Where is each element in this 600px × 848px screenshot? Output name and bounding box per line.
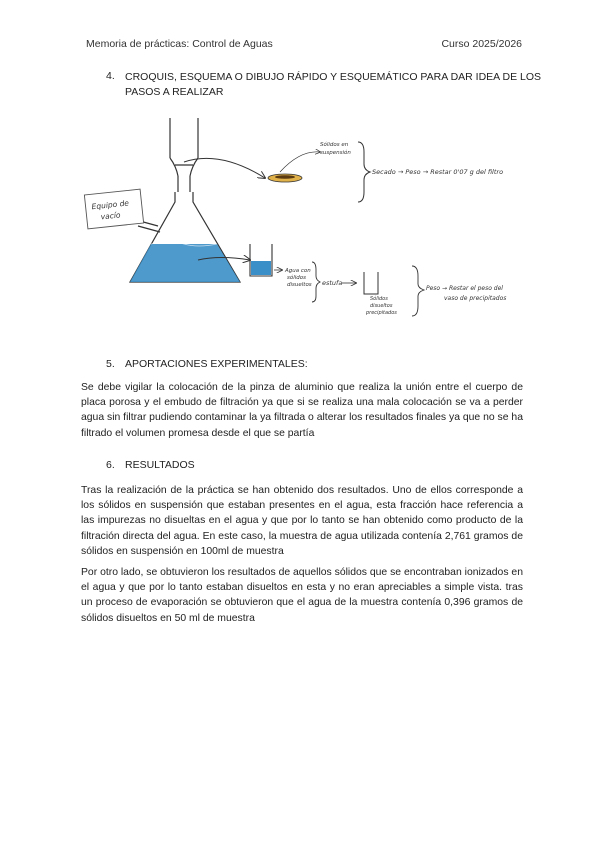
filter-paper xyxy=(268,152,320,182)
suspended-solids-label-2: suspensión xyxy=(320,150,351,156)
results-paragraph-2: Por otro lado, se obtuvieron los resultados de aquellos sólidos que se encontraban ionizados en el agua y que por lo tanto estaban disueltos en esta y no eran apreciables a simple vista. tras un proceso de evaporación se obtuvieron que el agua de la muestra contenía 0,396 gramos de sólidos disueltos en 50 ml de muestra xyxy=(81,567,523,624)
top-procedure-note: Secado → Peso → Restar 0'07 g del filtro xyxy=(372,168,504,176)
section-4-number: 4. xyxy=(106,70,115,82)
dissolved-solids-label-1: Sólidos xyxy=(370,296,388,302)
brace-bottom xyxy=(412,266,424,316)
dissolved-solids-label-3: precipitados xyxy=(366,310,397,316)
brace-top xyxy=(358,142,370,202)
section-5-title: APORTACIONES EXPERIMENTALES: xyxy=(125,358,308,370)
bottom-note-2: vaso de precipitados xyxy=(444,295,507,302)
filtration-funnel xyxy=(170,118,198,192)
section-6-number: 6. xyxy=(106,459,115,471)
dissolved-solids-label-2: disueltos xyxy=(370,303,393,309)
header-title: Memoria de prácticas: Control de Aguas xyxy=(86,38,273,50)
vacuum-label-line2: vacío xyxy=(100,210,121,222)
stove-label: estufa xyxy=(322,279,343,287)
water-label-2: sólidos xyxy=(287,275,307,281)
section-6-title: RESULTADOS xyxy=(125,459,195,471)
vacuum-label-line1: Equipo de xyxy=(91,198,130,212)
water-label-1: Agua con xyxy=(285,268,311,274)
results-paragraph-1: Tras la realización de la práctica se han obtenido dos resultados. Uno de ellos corresponde a los sólidos en suspensión que estaban presentes en el agua, esta fracción hace referencia a las impurezas no disueltas en el agua y que por lo tanto se han obtenido como producto de la filtración directa del agua. En este caso, la muestra de agua utilizada contenía 2,761 gramos de sólidos en suspensión en 100ml de muestra xyxy=(81,485,523,557)
erlenmeyer-flask xyxy=(130,192,240,282)
suspended-solids-label-1: Sólidos en xyxy=(320,142,349,148)
section-4-title: CROQUIS, ESQUEMA O DIBUJO RÁPIDO Y ESQUEMÁTICO PARA DAR IDEA DE LOS PASOS A REALIZAR xyxy=(125,71,542,98)
brace-middle xyxy=(312,262,320,302)
experimental-notes-paragraph: Se debe vigilar la colocación de la pinza de aluminio que realiza la unión entre el cuerpo de placa porosa y el embudo de filtración ya que si se realiza una mala colocación se va a perder agua sin filtrar pudiendo contaminar la ya filtrada o alterar los resultados finales ya que no se ha filtrado el volumen promesa desde el que se partía xyxy=(81,382,523,439)
vacuum-equipment-box xyxy=(84,189,143,229)
procedure-sketch xyxy=(80,110,520,340)
evaporated-beaker xyxy=(364,272,378,294)
beaker xyxy=(250,244,272,276)
section-5-number: 5. xyxy=(106,358,115,370)
header-course: Curso 2025/2026 xyxy=(441,38,522,50)
bottom-note-1: Peso → Restar el peso del xyxy=(426,285,503,292)
water-label-3: disueltos xyxy=(287,282,312,288)
